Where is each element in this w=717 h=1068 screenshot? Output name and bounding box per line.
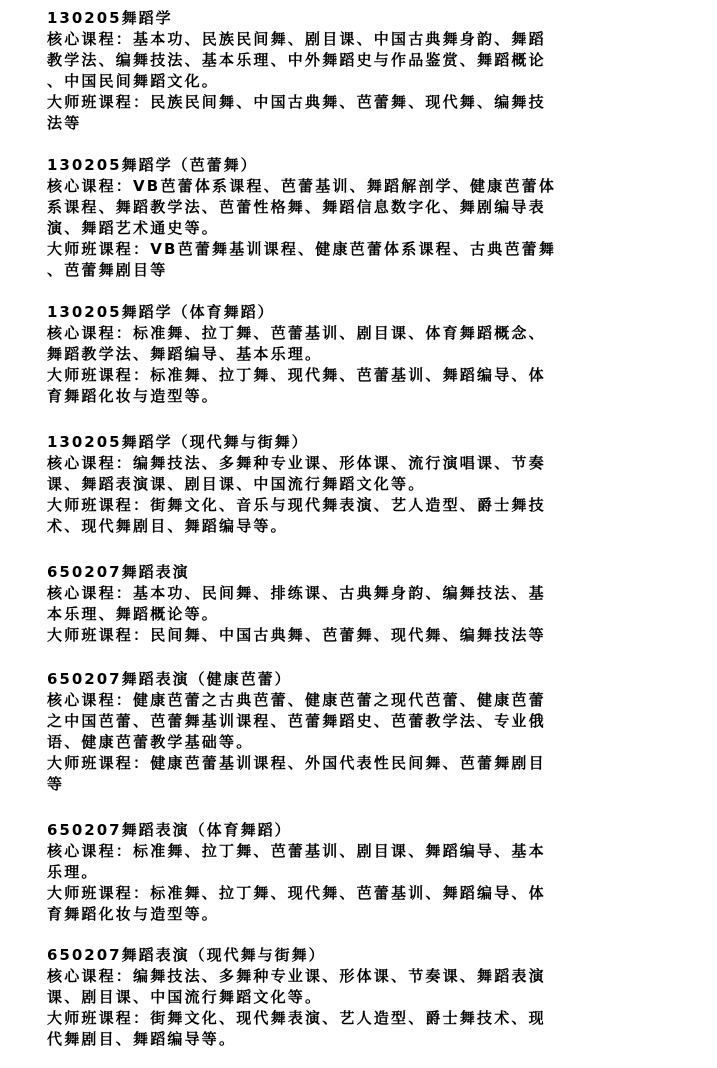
section-dance-studies-sports-dance xyxy=(47,302,667,407)
text-line: 等 xyxy=(47,775,65,793)
text-line: 大师班课程：VB芭蕾舞基训课程、健康芭蕾体系课程、古典芭蕾舞 xyxy=(47,240,557,258)
text-line: 大师班课程：街舞文化、音乐与现代舞表演、艺人造型、爵士舞技 xyxy=(47,496,546,514)
section-title: 130205舞蹈学 xyxy=(47,9,173,27)
section-title: 130205舞蹈学（芭蕾舞） xyxy=(47,156,258,174)
text-line: 乐理。 xyxy=(47,863,99,881)
text-line: 演、舞蹈艺术通史等。 xyxy=(47,219,220,237)
section-title: 650207舞蹈表演（体育舞蹈） xyxy=(47,821,292,839)
section-title: 650207舞蹈表演 xyxy=(47,563,190,581)
text-line: 教学法、编舞技法、基本乐理、中外舞蹈史与作品鉴赏、舞蹈概论 xyxy=(47,51,546,69)
section-dance-performance xyxy=(47,562,667,646)
section-title: 650207舞蹈表演（健康芭蕾） xyxy=(47,670,292,688)
text-line: 语、健康芭蕾教学基础等。 xyxy=(47,733,254,751)
section-title: 130205舞蹈学（现代舞与街舞） xyxy=(47,433,309,451)
text-line: 课、舞蹈表演课、剧目课、中国流行舞蹈文化等。 xyxy=(47,475,426,493)
text-line: 核心课程：健康芭蕾之古典芭蕾、健康芭蕾之现代芭蕾、健康芭蕾 xyxy=(47,691,546,709)
text-line: 核心课程：编舞技法、多舞种专业课、形体课、流行演唱课、节奏 xyxy=(47,454,546,472)
text-line: 核心课程：编舞技法、多舞种专业课、形体课、节奏课、舞蹈表演 xyxy=(47,967,546,985)
text-line: 大师班课程：街舞文化、现代舞表演、艺人造型、爵士舞技术、现 xyxy=(47,1009,546,1027)
text-line: 大师班课程：标准舞、拉丁舞、现代舞、芭蕾基训、舞蹈编导、体 xyxy=(47,884,546,902)
section-dance-studies-modern-street xyxy=(47,432,667,537)
section-dance-performance-healthy-ballet xyxy=(47,669,667,795)
section-dance-studies-ballet xyxy=(47,155,667,281)
text-line: 本乐理、舞蹈概论等。 xyxy=(47,605,220,623)
section-title: 650207舞蹈表演（现代舞与街舞） xyxy=(47,946,326,964)
text-line: 核心课程：VB芭蕾体系课程、芭蕾基训、舞蹈解剖学、健康芭蕾体 xyxy=(47,177,557,195)
section-title: 130205舞蹈学（体育舞蹈） xyxy=(47,303,275,321)
text-line: 育舞蹈化妆与造型等。 xyxy=(47,905,220,923)
section-dance-performance-sports-dance xyxy=(47,820,667,925)
text-line: 法等 xyxy=(47,114,82,132)
text-line: 系课程、舞蹈教学法、芭蕾性格舞、舞蹈信息数字化、舞剧编导表 xyxy=(47,198,546,216)
text-line: 、芭蕾舞剧目等 xyxy=(47,261,168,279)
text-line: 核心课程：标准舞、拉丁舞、芭蕾基训、剧目课、舞蹈编导、基本 xyxy=(47,842,546,860)
section-dance-performance-modern-street xyxy=(47,945,667,1050)
text-line: 课、剧目课、中国流行舞蹈文化等。 xyxy=(47,988,323,1006)
text-line: 术、现代舞剧目、舞蹈编导等。 xyxy=(47,517,288,535)
text-line: 舞蹈教学法、舞蹈编导、基本乐理。 xyxy=(47,345,323,363)
text-line: 核心课程：基本功、民族民间舞、剧目课、中国古典舞身韵、舞蹈 xyxy=(47,30,546,48)
text-line: 大师班课程：民间舞、中国古典舞、芭蕾舞、现代舞、编舞技法等 xyxy=(47,626,546,644)
text-line: 育舞蹈化妆与造型等。 xyxy=(47,387,220,405)
text-line: 、中国民间舞蹈文化。 xyxy=(47,72,220,90)
text-line: 核心课程：标准舞、拉丁舞、芭蕾基训、剧目课、体育舞蹈概念、 xyxy=(47,324,546,342)
text-line: 大师班课程：健康芭蕾基训课程、外国代表性民间舞、芭蕾舞剧目 xyxy=(47,754,546,772)
text-line: 大师班课程：标准舞、拉丁舞、现代舞、芭蕾基训、舞蹈编导、体 xyxy=(47,366,546,384)
text-line: 代舞剧目、舞蹈编导等。 xyxy=(47,1030,237,1048)
text-line: 大师班课程：民族民间舞、中国古典舞、芭蕾舞、现代舞、编舞技 xyxy=(47,93,546,111)
section-dance-studies xyxy=(47,8,667,134)
text-line: 核心课程：基本功、民间舞、排练课、古典舞身韵、编舞技法、基 xyxy=(47,584,546,602)
text-line: 之中国芭蕾、芭蕾舞基训课程、芭蕾舞蹈史、芭蕾教学法、专业俄 xyxy=(47,712,546,730)
